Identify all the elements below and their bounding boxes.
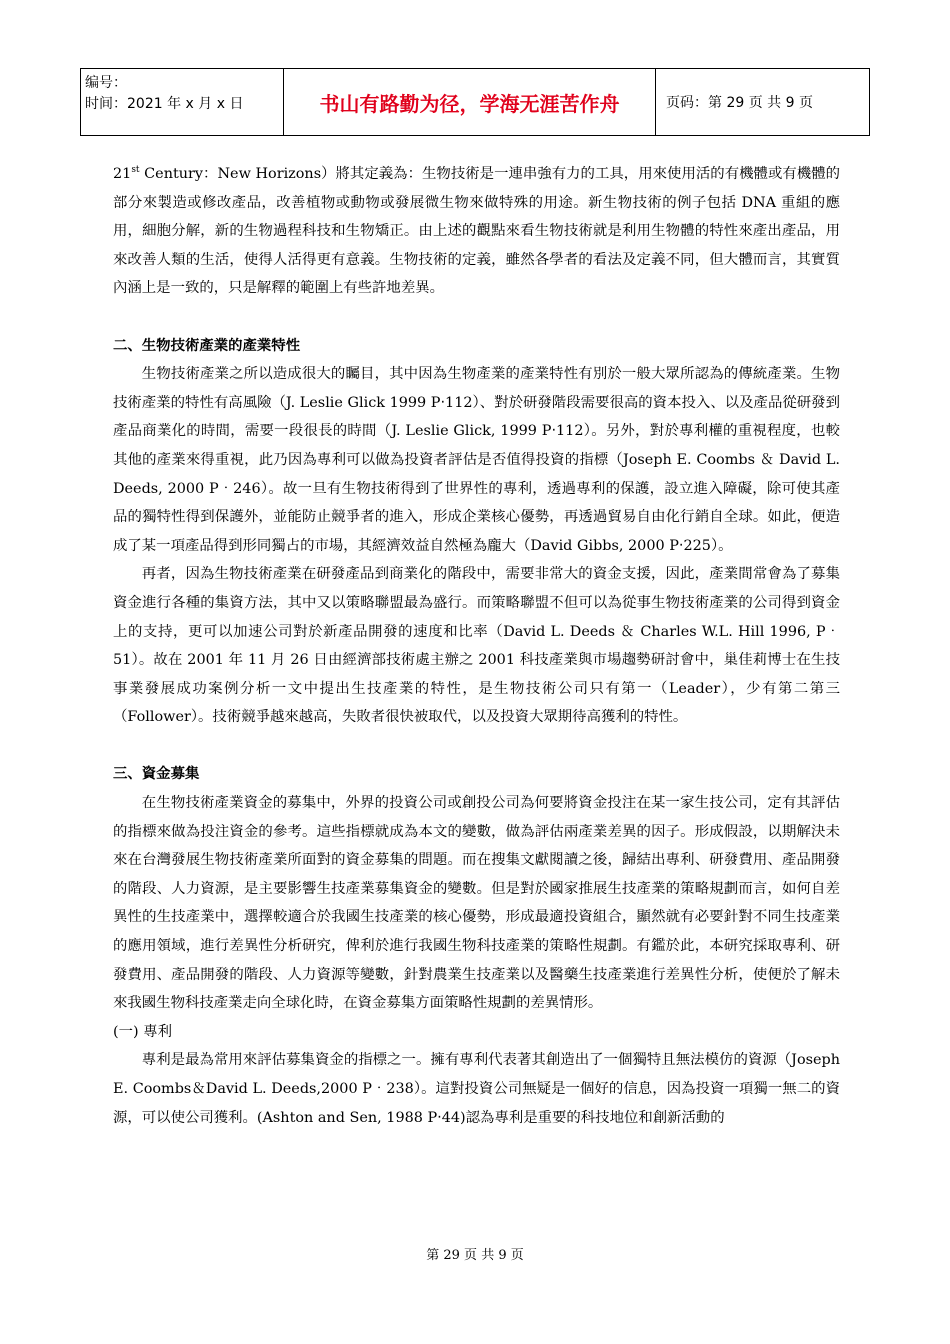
header-meta bbox=[81, 69, 284, 135]
paragraph-strategic-alliance: 再者，因為生物技術產業在研發產品到商業化的階段中，需要非常大的資金支援，因此，產業間常會為了募集資金進行各種的集資方法，其中又以策略聯盟最為盛行。而策略聯盟不但可以為從事生物技術產業的公司得到資金上的支持，更可以加速公司對於新產品開發的速度和比率（David L. Deeds ＆ Charles W.L. Hill 1996, P‧51）。故在 2001 年 11 月 26 日由經濟部技術處主辦之 2001 科技產業與市場趨勢研討會中，巢佳莉博士在生技事業發展成功案例分析一文中提出生技產業的特性，是生物技術公司只有第一（Leader），少有第二第三（Follower）。技術競爭越來越高，失敗者很快被取代，以及投資大眾期待高獲利的特性。 bbox=[113, 566, 840, 726]
document-body bbox=[113, 160, 840, 1132]
paragraph-definition-text: Century：New Horizons）將其定義為：生物技術是一連串強有力的工具，用來使用活的有機體或有機體的部分來製造或修改產品，改善植物或動物或發展微生物來做特殊的用途。新生物技術的例子包括 DNA 重組的應用，細胞分解，新的生物過程科技和生物矯正。由上述的觀點來看生物技術就是利用生物體的特性來產出產品，用來改善人類的生活，使得人活得更有意義。生物技術的定義，雖然各學者的看法及定義不同，但大體而言，其實質內涵上是一致的，只是解釋的範圍上有些許地差異。 bbox=[113, 166, 840, 297]
section-heading-fundraising: 三、資金募集 bbox=[113, 765, 200, 783]
header-motto: 书山有路勤为径，学海无涯苦作舟 bbox=[284, 69, 656, 135]
ordinal-suffix: st bbox=[131, 165, 140, 176]
date-line: 时间：2021 年 x 月 x 日 bbox=[85, 96, 244, 112]
page-header bbox=[80, 68, 870, 136]
section-heading-industry-characteristics: 二、生物技術產業的產業特性 bbox=[113, 336, 301, 354]
number-label: 编号： bbox=[85, 75, 127, 91]
paragraph-patent: 專利是最為常用來評估募集資金的指標之一。擁有專利代表著其創造出了一個獨特且無法模仿的資源（Joseph E. Coombs＆David L. Deeds,2000 P‧238）。這對投資公司無疑是一個好的信息，因為投資一項獨一無二的資源，可以使公司獲利。(Ashton and Sen, 1988 P‧44)認為專利是重要的科技地位和創新活動的 bbox=[113, 1052, 840, 1126]
century-number: 21 bbox=[113, 166, 132, 182]
header-page-info: 页码：第 29 页 共 9 页 bbox=[666, 95, 813, 111]
subsection-heading-patent: (一) 專利 bbox=[113, 1023, 172, 1040]
paragraph-industry-characteristics: 生物技術產業之所以造成很大的矚目，其中因為生物產業的產業特性有別於一般大眾所認為的傳統產業。生物技術產業的特性有高風險（J. Leslie Glick 1999 P‧112）、對於研發階段需要很高的資本投入、以及產品從研發到產品商業化的時間，需要一段很長的時間（J. Leslie Glick, 1999 P‧112）。另外，對於專利權的重視程度，也較其他的產業來得重視，此乃因為專利可以做為投資者評估是否值得投資的指標（Joseph E. Coombs ＆ David L. Deeds, 2000 P‧246）。故一旦有生物技術得到了世界性的專利，透過專利的保護，設立進入障礙，除可使其產品的獨特性得到保護外，並能防止競爭者的進入，形成企業核心優勢，再透過貿易自由化行銷自全球。如此，便造成了某一項產品得到形同獨占的市場，其經濟效益自然極為龐大（David Gibbs, 2000 P‧225）。 bbox=[113, 366, 840, 554]
page-footer: 第 29 页 共 9 页 bbox=[426, 1248, 524, 1263]
paragraph-fundraising: 在生物技術產業資金的募集中，外界的投資公司或創投公司為何要將資金投注在某一家生技公司，定有其評估的指標來做為投注資金的參考。這些指標就成為本文的變數，做為評估兩產業差異的因子。形成假設，以期解決未來在台灣發展生物技術產業所面對的資金募集的問題。而在搜集文獻閱讀之後，歸結出專利、研發費用、產品開發的階段、人力資源，是主要影響生技產業募集資金的變數。但是對於國家推展生技產業的策略規劃而言，如何自差異性的生技產業中，選擇較適合於我國生技產業的核心優勢，形成最適投資組合，顯然就有必要針對不同生技產業的應用領域，進行差異性分析研究，俾利於進行我國生物科技產業的策略性規劃。有鑑於此，本研究採取專利、研發費用、產品開發的階段、人力資源等變數，針對農業生技產業以及醫藥生技產業進行差異性分析，使便於了解未來我國生物科技產業走向全球化時，在資金募集方面策略性規劃的差異情形。 bbox=[113, 795, 840, 1012]
paragraph-definition bbox=[113, 160, 840, 303]
